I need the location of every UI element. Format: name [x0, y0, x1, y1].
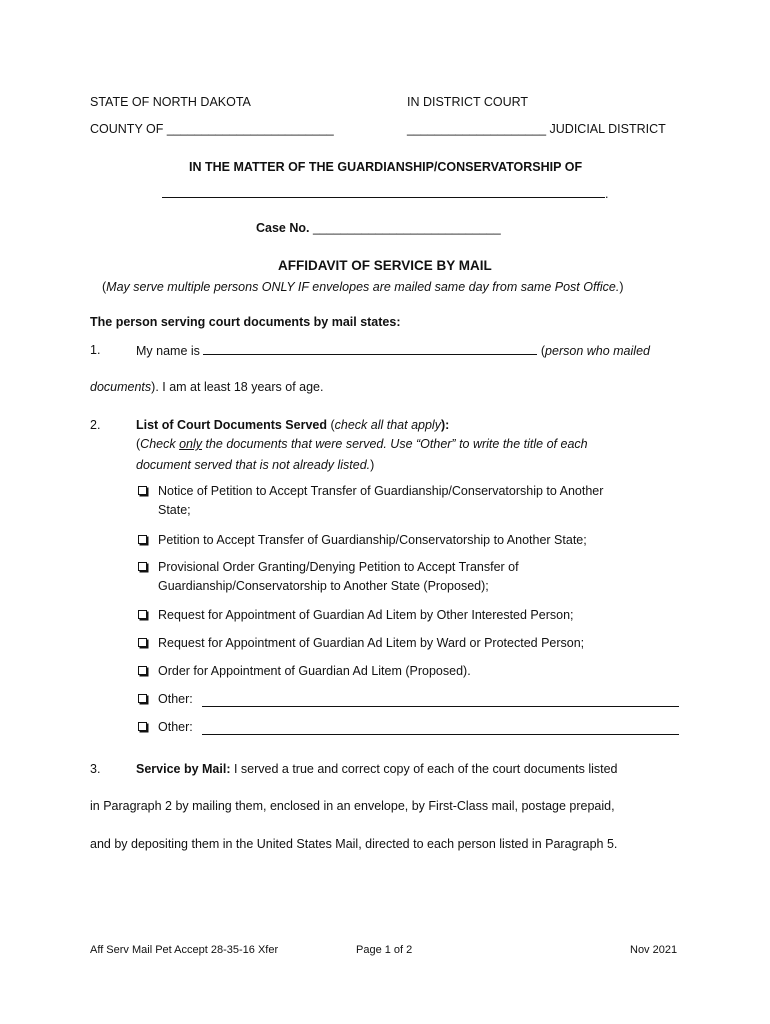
case-number-label: Case No. [256, 221, 310, 235]
para2-hint-open: ( [327, 418, 335, 432]
checkbox-petition-accept[interactable] [138, 535, 147, 544]
checkbox-gal-order[interactable] [138, 666, 147, 675]
doc-item-label: Other: [158, 692, 193, 706]
doc-item-label: Petition to Accept Transfer of Guardianship/Conservatorship to Another State; [158, 533, 587, 547]
para3-line2: in Paragraph 2 by mailing them, enclosed in an envelope, by First-Class mail, postage prepaid, [90, 799, 615, 813]
doc-item-label: Order for Appointment of Guardian Ad Litem (Proposed). [158, 664, 471, 678]
note-text-b: the documents that were served. Use “Other” to write the title of each [202, 437, 588, 451]
checkbox-gal-other-person[interactable] [138, 610, 147, 619]
checkbox-provisional-order[interactable] [138, 562, 147, 571]
ward-name-field[interactable] [162, 186, 605, 198]
para3-text1: I served a true and correct copy of each of the court documents listed [230, 762, 618, 776]
district-field[interactable]: ____________________ [407, 122, 547, 136]
para2-title: List of Court Documents Served [136, 418, 327, 432]
doc-item-label: Provisional Order Granting/Denying Petition to Accept Transfer of [158, 560, 519, 574]
note-text-c: document served that is not already listed. [136, 458, 371, 472]
footer-page-number: Page 1 of 2 [356, 944, 413, 956]
checkbox-other-2[interactable] [138, 722, 147, 731]
doc-item-label: Request for Appointment of Guardian Ad Litem by Ward or Protected Person; [158, 636, 585, 650]
note-paren-close: ) [370, 458, 375, 472]
county-label: COUNTY OF [90, 122, 164, 136]
para1-rest: ). I am at least 18 years of age. [151, 380, 324, 394]
note-paren-open: ( [136, 437, 141, 451]
para1-line [136, 343, 650, 358]
para1-line2 [90, 380, 323, 394]
doc-item-label: State; [158, 503, 191, 517]
subtitle-paren-close: ) [619, 280, 624, 294]
footer-form-id: Aff Serv Mail Pet Accept 28-35-16 Xfer [90, 944, 279, 956]
doc-item-label: Request for Appointment of Guardian Ad Litem by Other Interested Person; [158, 608, 574, 622]
para2-heading [136, 418, 449, 432]
district-label: JUDICIAL DISTRICT [549, 122, 666, 136]
para3-line1 [136, 762, 618, 776]
note-text-a: Check [140, 437, 180, 451]
ward-name-period: . [605, 187, 609, 201]
footer-date: Nov 2021 [630, 944, 678, 956]
case-number-field[interactable]: ___________________________ [312, 221, 501, 235]
other-field-2[interactable] [202, 734, 679, 735]
checkbox-other-1[interactable] [138, 694, 147, 703]
affidavit-subtitle [102, 280, 624, 294]
court-heading: IN DISTRICT COURT [407, 95, 529, 109]
para2-note-line1 [136, 437, 588, 451]
county-field[interactable]: ________________________ [166, 122, 334, 136]
checkbox-notice-petition[interactable] [138, 486, 147, 495]
doc-item-label: Other: [158, 720, 193, 734]
subtitle-paren-open: ( [102, 280, 107, 294]
para3-number: 3. [90, 762, 101, 776]
district-line [407, 122, 666, 136]
county-line [90, 122, 334, 136]
matter-title: IN THE MATTER OF THE GUARDIANSHIP/CONSERVATORSHIP OF [189, 160, 583, 174]
para1-hint2: documents [90, 380, 152, 394]
para1-paren-open: ( [540, 344, 546, 358]
doc-item-label: Notice of Petition to Accept Transfer of Guardianship/Conservatorship to Another [158, 484, 604, 498]
para1-hint: person who mailed [545, 344, 650, 358]
para3-title: Service by Mail: [136, 762, 231, 776]
para1-number: 1. [90, 343, 101, 357]
name-field[interactable] [203, 343, 537, 355]
para2-number: 2. [90, 418, 101, 432]
case-number-line [256, 221, 501, 235]
para3-line3: and by depositing them in the United States Mail, directed to each person listed in Paragraph 5. [90, 837, 618, 851]
para2-note-line2 [136, 458, 374, 472]
affidavit-title: AFFIDAVIT OF SERVICE BY MAIL [278, 258, 492, 273]
name-label: My name is [136, 344, 200, 358]
para2-hint-close: ): [440, 418, 450, 432]
other-field-1[interactable] [202, 706, 679, 707]
intro-statement: The person serving court documents by mail states: [90, 315, 401, 329]
doc-item-label: Guardianship/Conservatorship to Another State (Proposed); [158, 579, 489, 593]
state-heading: STATE OF NORTH DAKOTA [90, 95, 251, 109]
subtitle-text: May serve multiple persons ONLY IF envelopes are mailed same day from same Post Office. [106, 280, 620, 294]
note-only: only [179, 437, 203, 451]
para2-hint: check all that apply [334, 418, 441, 432]
ward-name-line [162, 186, 608, 201]
checkbox-gal-ward[interactable] [138, 638, 147, 647]
